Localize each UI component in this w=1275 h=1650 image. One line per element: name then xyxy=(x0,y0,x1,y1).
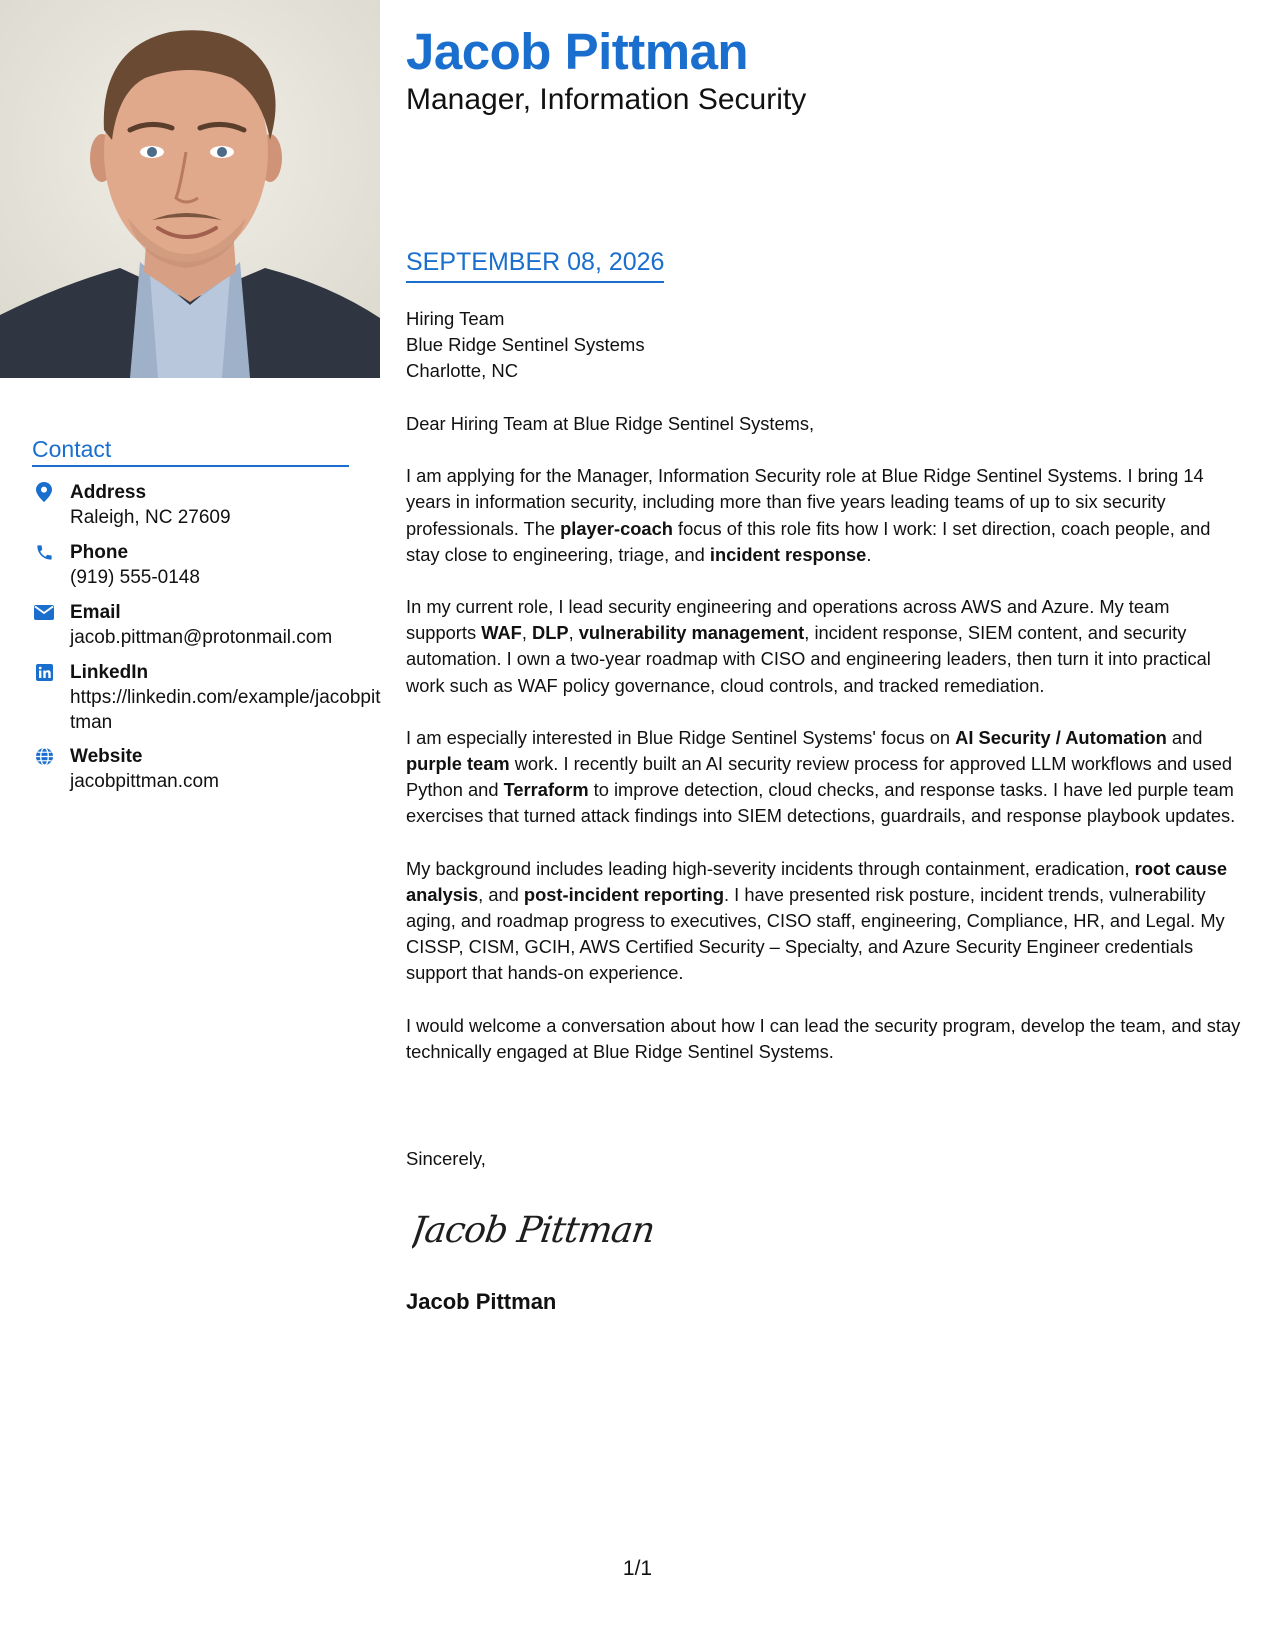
text-run: I am applying for the Manager, Information Security role at Blue Ridge Sentinel Systems. I bring 14 years in information security, including more than five years leading teams of up to six security professionals. The xyxy=(406,465,1204,539)
bold-phrase: DLP xyxy=(532,622,569,644)
text-run: In my current role, I lead security engineering and operations across AWS and Azure. My team supports xyxy=(406,596,1170,644)
bold-phrase: purple team xyxy=(406,753,510,775)
bold-phrase: player-coach xyxy=(560,517,673,539)
recipient-line: Hiring Team xyxy=(406,308,505,329)
bold-phrase: post-incident reporting xyxy=(523,883,724,905)
page-number: 1/1 xyxy=(622,1557,653,1580)
profile-photo xyxy=(0,0,380,378)
text-run: , xyxy=(568,622,579,644)
letter-date: SEPTEMBER 08, 2026 xyxy=(406,248,664,283)
text-run: , xyxy=(521,622,532,644)
envelope-icon xyxy=(34,602,54,622)
signed-name: Jacob Pittman xyxy=(406,1289,557,1314)
text-run: I would welcome a conversation about how I can lead the security program, develop the team, and stay technically engaged at Blue Ridge Sentinel Systems. xyxy=(406,1014,1241,1062)
text-run: , incident response, SIEM content, and security automation. I own a two-year roadmap with CISO and engineering leaders, then turn it into practical work such as WAF policy governance, cloud controls, and tracked remediation. xyxy=(406,622,1211,696)
text-run: . I have presented risk posture, incident trends, vulnerability aging, and roadmap progress to executives, CISO staff, engineering, Compliance, HR, and Legal. My CISSP, CISM, GCIH, AWS Certified Security – Specialty, and Azure Security Engineer credentials support that hands-on experience. xyxy=(406,883,1225,984)
text-run: to improve detection, cloud checks, and response tasks. I have led purple team exercises that turned attack findings into SIEM detections, guardrails, and response playbook updates. xyxy=(406,779,1236,827)
contact-label: Address xyxy=(70,482,147,503)
salutation: Dear Hiring Team at Blue Ridge Sentinel Systems, xyxy=(406,413,815,434)
bold-phrase: AI Security / Automation xyxy=(955,726,1167,748)
recipient-line: Blue Ridge Sentinel Systems xyxy=(406,334,645,355)
contact-value: (919) 555-0148 xyxy=(70,567,200,588)
bold-phrase: incident response xyxy=(709,543,867,565)
contact-section-title: Contact xyxy=(32,436,349,467)
bold-phrase: root cause analysis xyxy=(406,857,1228,905)
contact-value[interactable]: jacobpittman.com xyxy=(70,771,219,792)
bold-phrase: vulnerability management xyxy=(578,622,805,644)
contact-label: Website xyxy=(70,746,143,767)
contact-label: Phone xyxy=(70,542,129,563)
closing: Sincerely, xyxy=(406,1148,486,1169)
text-run: work. I recently built an AI security review process for approved LLM workflows and used Python and xyxy=(406,753,1233,801)
bold-phrase: WAF xyxy=(481,622,522,644)
linkedin-icon xyxy=(34,662,54,682)
text-run: and xyxy=(1166,726,1203,748)
letter-body xyxy=(406,411,1242,1091)
globe-icon xyxy=(34,746,54,766)
contact-value: Raleigh, NC 27609 xyxy=(70,507,231,528)
applicant-role: Manager, Information Security xyxy=(406,83,807,116)
contact-label: Email xyxy=(70,602,121,623)
body-paragraph xyxy=(406,1013,1242,1065)
text-run: I am especially interested in Blue Ridge Sentinel Systems' focus on xyxy=(406,726,956,748)
text-run: . xyxy=(866,543,872,565)
text-run: My background includes leading high-severity incidents through containment, eradication, xyxy=(406,857,1135,879)
signature-image xyxy=(412,1198,672,1258)
body-paragraph xyxy=(406,594,1242,699)
contact-value[interactable]: https://linkedin.com/example/jacobpittman xyxy=(70,687,381,733)
text-run: , and xyxy=(478,883,524,905)
text-run: focus of this role fits how I work: I set direction, coach people, and stay close to engineering, triage, and xyxy=(406,517,1211,565)
contact-value[interactable]: jacob.pittman@protonmail.com xyxy=(70,627,333,648)
recipient-block xyxy=(406,306,645,384)
map-pin-icon xyxy=(34,482,54,502)
phone-icon xyxy=(34,542,54,562)
body-paragraph xyxy=(406,725,1242,830)
bold-phrase: Terraform xyxy=(503,779,589,801)
body-paragraph xyxy=(406,856,1242,987)
contact-label: LinkedIn xyxy=(70,662,149,683)
svg-text:Jacob Pittman: Jacob Pittman xyxy=(412,1208,658,1251)
applicant-name: Jacob Pittman xyxy=(406,23,749,80)
recipient-line: Charlotte, NC xyxy=(406,360,519,381)
sidebar xyxy=(0,0,380,1650)
body-paragraph xyxy=(406,463,1242,568)
